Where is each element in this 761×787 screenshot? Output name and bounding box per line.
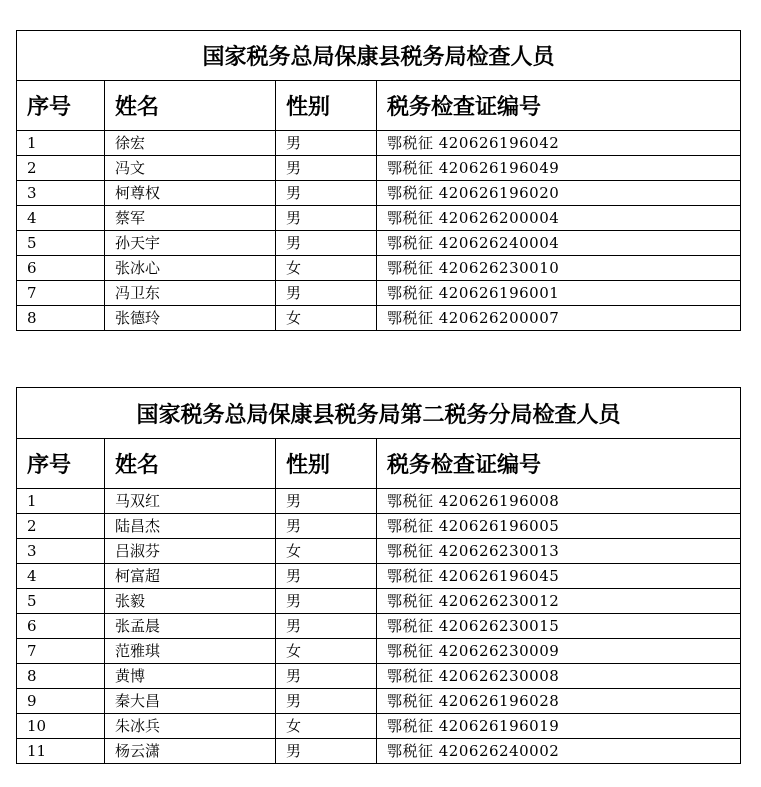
row-index: 2 <box>17 514 105 539</box>
row-gender: 男 <box>276 156 377 181</box>
row-gender: 男 <box>276 689 377 714</box>
row-cert-number: 鄂税征 420626196019 <box>377 714 741 739</box>
row-gender: 男 <box>276 231 377 256</box>
row-name: 孙天宇 <box>105 231 276 256</box>
table-row <box>17 664 741 689</box>
table-row <box>17 514 741 539</box>
row-name: 张德玲 <box>105 306 276 331</box>
table-row <box>17 589 741 614</box>
row-name: 吕淑芬 <box>105 539 276 564</box>
table-row <box>17 281 741 306</box>
row-cert-number: 鄂税征 420626200004 <box>377 206 741 231</box>
row-cert-number: 鄂税征 420626196028 <box>377 689 741 714</box>
row-gender: 男 <box>276 589 377 614</box>
row-index: 3 <box>17 539 105 564</box>
row-gender: 女 <box>276 714 377 739</box>
row-name: 范雅琪 <box>105 639 276 664</box>
header-cert-number: 税务检查证编号 <box>377 439 741 489</box>
row-cert-number: 鄂税征 420626230013 <box>377 539 741 564</box>
row-cert-number: 鄂税征 420626230015 <box>377 614 741 639</box>
row-gender: 男 <box>276 181 377 206</box>
header-name: 姓名 <box>105 81 276 131</box>
row-index: 8 <box>17 664 105 689</box>
row-cert-number: 鄂税征 420626196005 <box>377 514 741 539</box>
row-gender: 男 <box>276 739 377 764</box>
inspector-table-2 <box>16 387 741 764</box>
row-cert-number: 鄂税征 420626240002 <box>377 739 741 764</box>
row-name: 杨云潇 <box>105 739 276 764</box>
row-cert-number: 鄂税征 420626196001 <box>377 281 741 306</box>
row-index: 7 <box>17 639 105 664</box>
row-gender: 男 <box>276 564 377 589</box>
row-cert-number: 鄂税征 420626230010 <box>377 256 741 281</box>
row-index: 4 <box>17 206 105 231</box>
table-title: 国家税务总局保康县税务局检查人员 <box>17 31 741 81</box>
row-gender: 女 <box>276 639 377 664</box>
row-cert-number: 鄂税征 420626196042 <box>377 131 741 156</box>
row-gender: 男 <box>276 664 377 689</box>
row-name: 蔡军 <box>105 206 276 231</box>
header-gender: 性别 <box>276 439 377 489</box>
row-name: 冯卫东 <box>105 281 276 306</box>
row-cert-number: 鄂税征 420626230009 <box>377 639 741 664</box>
header-name: 姓名 <box>105 439 276 489</box>
row-index: 1 <box>17 131 105 156</box>
row-cert-number: 鄂税征 420626196020 <box>377 181 741 206</box>
row-name: 张冰心 <box>105 256 276 281</box>
row-index: 10 <box>17 714 105 739</box>
table-row <box>17 131 741 156</box>
row-name: 秦大昌 <box>105 689 276 714</box>
row-name: 陆昌杰 <box>105 514 276 539</box>
row-name: 朱冰兵 <box>105 714 276 739</box>
table-header-row <box>17 81 741 131</box>
table-row <box>17 256 741 281</box>
row-gender: 男 <box>276 206 377 231</box>
row-index: 6 <box>17 256 105 281</box>
row-index: 1 <box>17 489 105 514</box>
row-name: 冯文 <box>105 156 276 181</box>
row-gender: 女 <box>276 306 377 331</box>
row-index: 8 <box>17 306 105 331</box>
table-row <box>17 539 741 564</box>
inspector-table-1 <box>16 30 741 331</box>
row-name: 柯富超 <box>105 564 276 589</box>
row-index: 7 <box>17 281 105 306</box>
table-row <box>17 156 741 181</box>
row-name: 柯尊权 <box>105 181 276 206</box>
table-title: 国家税务总局保康县税务局第二税务分局检查人员 <box>17 388 741 439</box>
row-index: 3 <box>17 181 105 206</box>
row-index: 11 <box>17 739 105 764</box>
row-cert-number: 鄂税征 420626230012 <box>377 589 741 614</box>
table-row <box>17 564 741 589</box>
row-cert-number: 鄂税征 420626240004 <box>377 231 741 256</box>
row-gender: 男 <box>276 489 377 514</box>
row-cert-number: 鄂税征 420626230008 <box>377 664 741 689</box>
row-index: 5 <box>17 231 105 256</box>
header-index: 序号 <box>17 81 105 131</box>
table-row <box>17 614 741 639</box>
table-row <box>17 206 741 231</box>
row-gender: 男 <box>276 281 377 306</box>
table-row <box>17 181 741 206</box>
header-index: 序号 <box>17 439 105 489</box>
row-cert-number: 鄂税征 420626196045 <box>377 564 741 589</box>
table-row <box>17 231 741 256</box>
table-row <box>17 714 741 739</box>
header-cert-number: 税务检查证编号 <box>377 81 741 131</box>
row-index: 9 <box>17 689 105 714</box>
row-index: 6 <box>17 614 105 639</box>
table-row <box>17 689 741 714</box>
table-row <box>17 306 741 331</box>
row-name: 徐宏 <box>105 131 276 156</box>
row-index: 4 <box>17 564 105 589</box>
row-name: 张孟晨 <box>105 614 276 639</box>
header-gender: 性别 <box>276 81 377 131</box>
row-gender: 女 <box>276 256 377 281</box>
row-cert-number: 鄂税征 420626200007 <box>377 306 741 331</box>
row-cert-number: 鄂税征 420626196049 <box>377 156 741 181</box>
table-title-row <box>17 388 741 439</box>
table-row <box>17 639 741 664</box>
table-row <box>17 489 741 514</box>
row-name: 黄博 <box>105 664 276 689</box>
row-gender: 男 <box>276 514 377 539</box>
table-header-row <box>17 439 741 489</box>
row-gender: 男 <box>276 131 377 156</box>
row-gender: 男 <box>276 614 377 639</box>
table-title-row <box>17 31 741 81</box>
row-name: 马双红 <box>105 489 276 514</box>
table-row <box>17 739 741 764</box>
row-index: 5 <box>17 589 105 614</box>
row-cert-number: 鄂税征 420626196008 <box>377 489 741 514</box>
row-index: 2 <box>17 156 105 181</box>
row-name: 张毅 <box>105 589 276 614</box>
row-gender: 女 <box>276 539 377 564</box>
